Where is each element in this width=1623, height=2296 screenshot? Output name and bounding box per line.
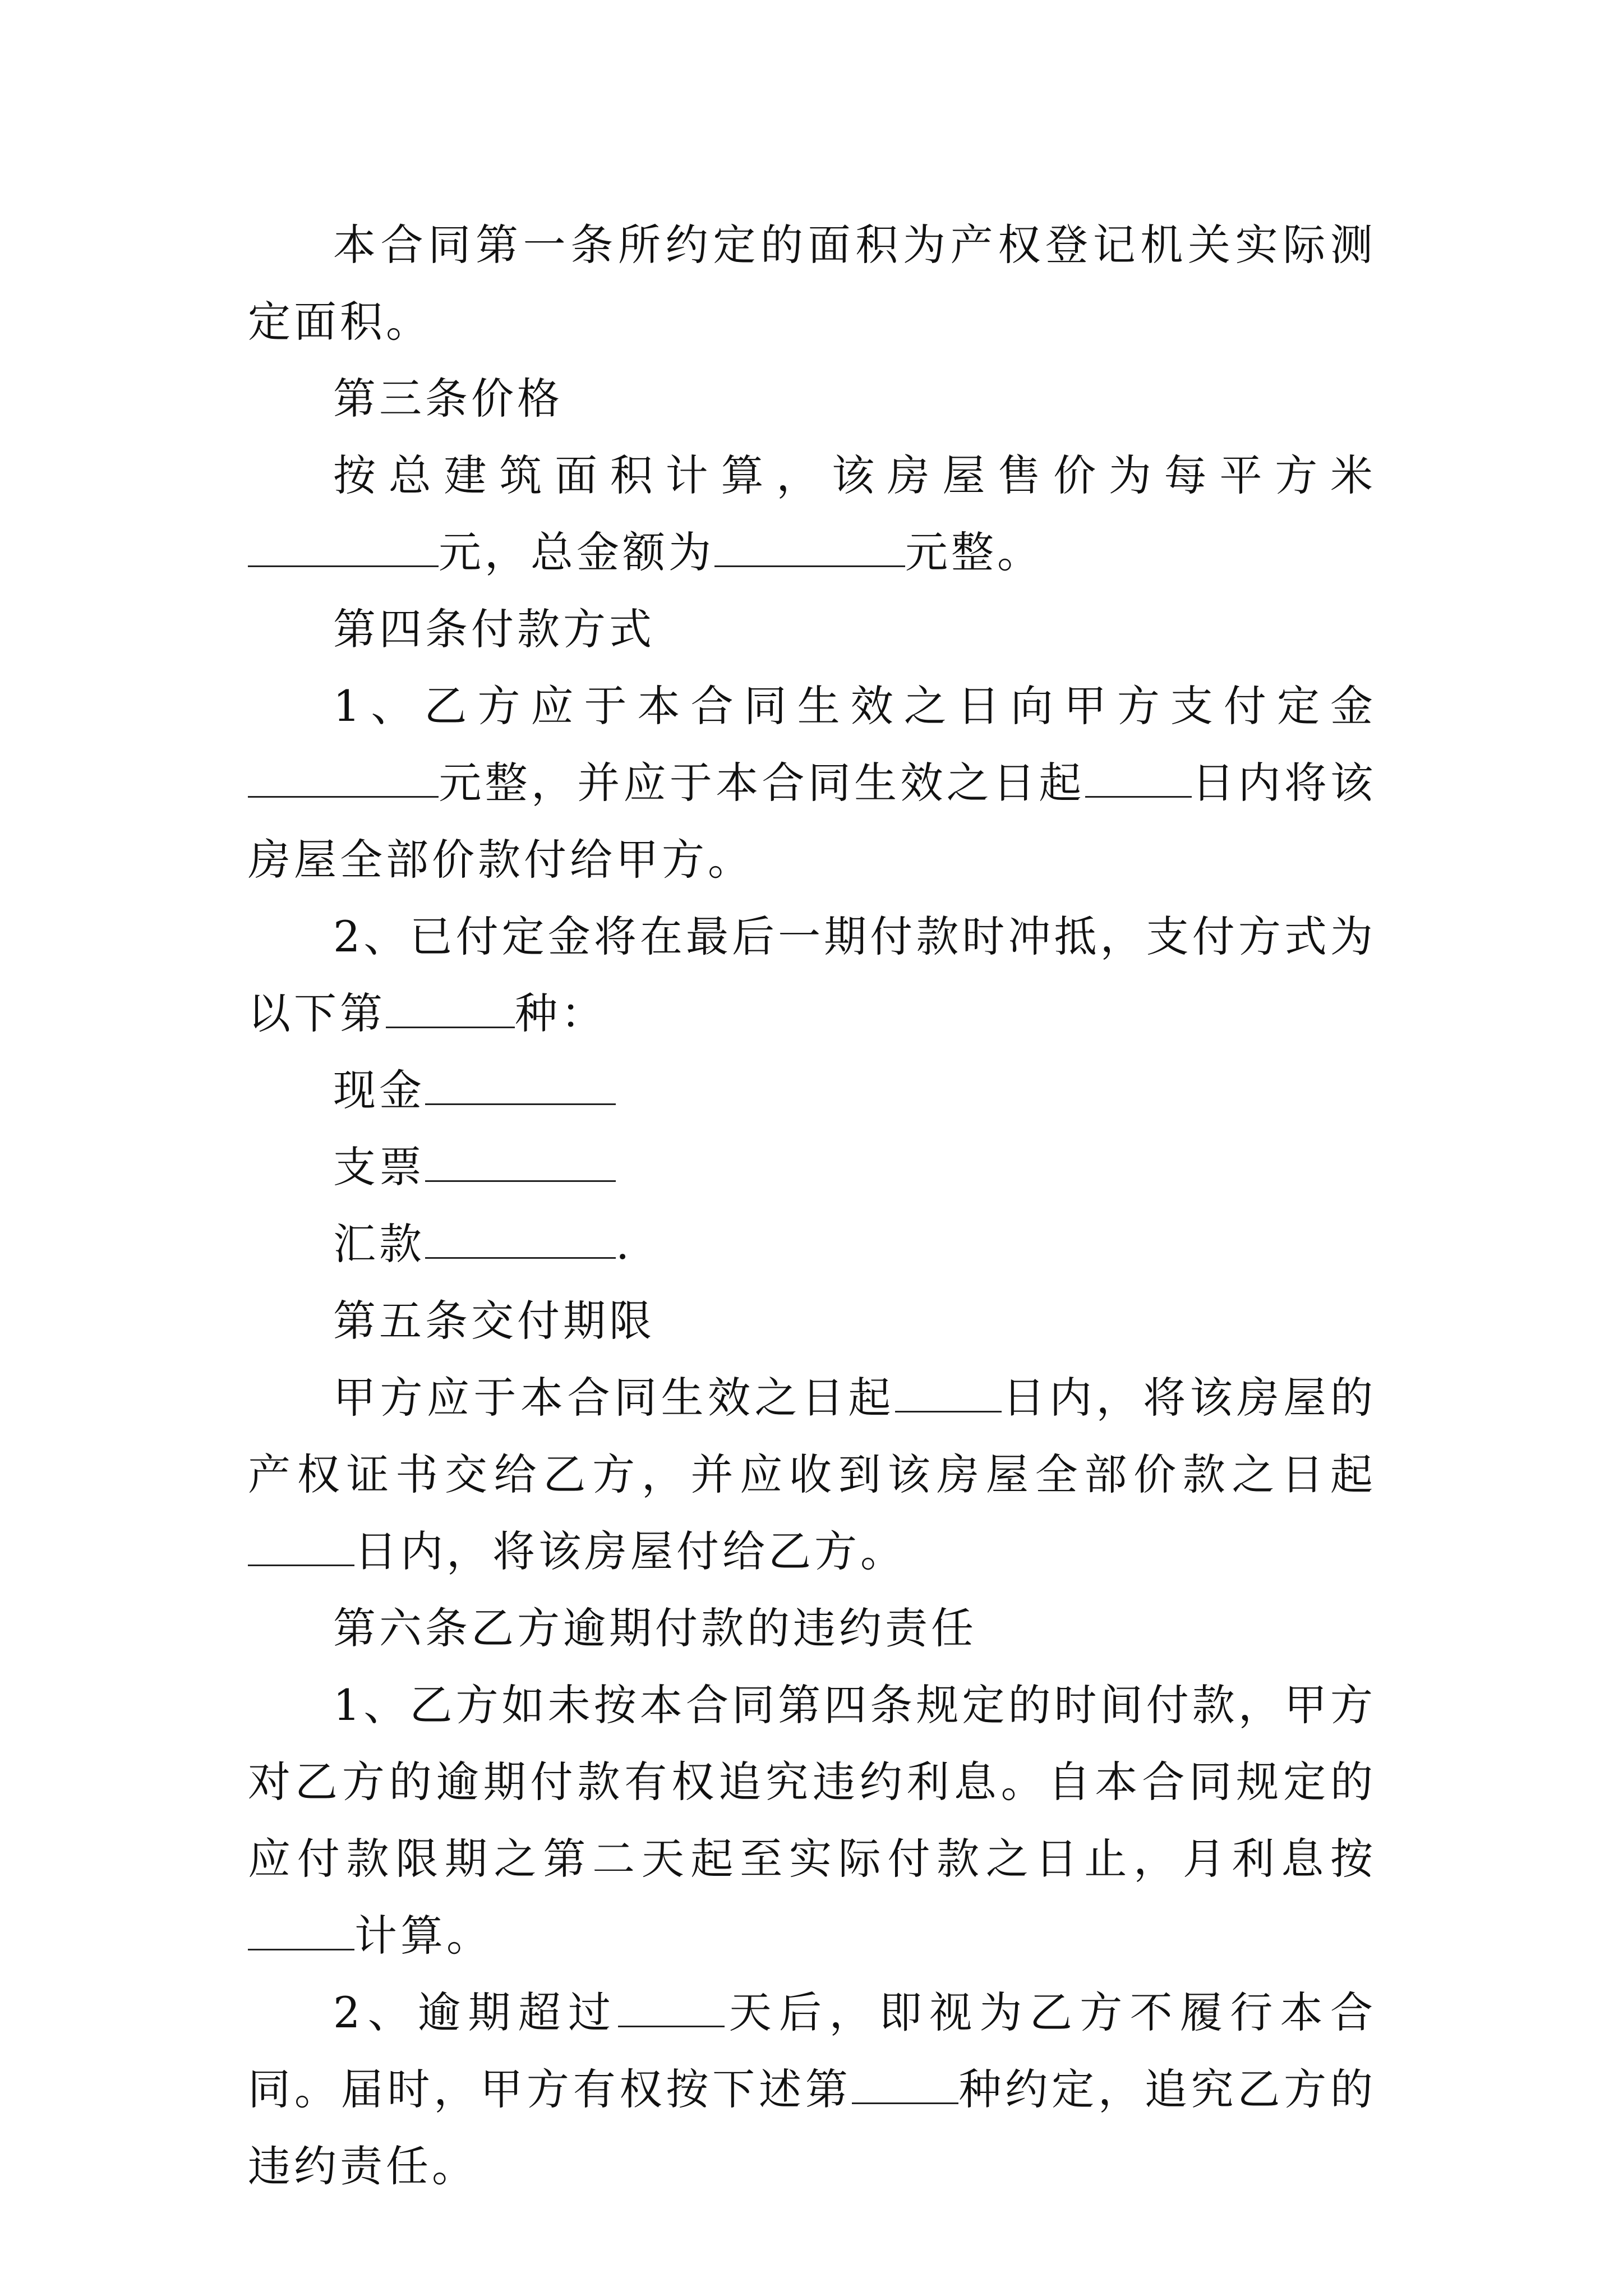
- text-segment: 元，总金额为: [439, 527, 714, 577]
- text-segment: 计算。: [354, 1911, 492, 1961]
- text-segment: 现金: [333, 1065, 425, 1115]
- blank-certificate-days: [895, 1372, 1002, 1412]
- paragraph-area-definition: [248, 206, 1376, 360]
- blank-check: [425, 1141, 616, 1182]
- text-segment: 第六条乙方逾期付款的违约责任: [333, 1603, 977, 1653]
- text-segment: 按总建筑面积计算，该房屋售价为每平方米: [333, 450, 1376, 500]
- text-segment: 支票: [333, 1142, 425, 1192]
- paragraph-delivery: [248, 1359, 1376, 1590]
- paragraph-late-interest: [248, 1667, 1376, 1974]
- text-segment: 天后，即视为乙方不履行本合同。届时，甲方有权按下述第: [248, 1987, 1376, 2114]
- paragraph-price: [248, 437, 1376, 591]
- text-segment: 元整。: [905, 527, 1043, 577]
- blank-unit-price: [248, 526, 439, 567]
- paragraph-payment-method: [248, 898, 1376, 1052]
- text-segment: 日内将该房屋全部价款付给甲方。: [248, 758, 1377, 885]
- blank-deposit: [248, 757, 439, 798]
- blank-interest-rate: [248, 1910, 354, 1950]
- blank-transfer: [425, 1218, 616, 1259]
- text-segment: 日内，将该房屋的产权证书交给乙方，并应收到该房屋全部价款之日起: [248, 1373, 1376, 1499]
- text-segment: 种：: [515, 988, 607, 1038]
- text-segment: 第五条交付期限: [333, 1296, 655, 1346]
- text-segment: 本合同第一条所约定的面积为产权登记机关实际测定面积。: [248, 220, 1376, 347]
- text-segment: 第四条付款方式: [333, 604, 655, 654]
- contract-body: [248, 206, 1376, 2205]
- blank-payment-days: [1085, 757, 1192, 798]
- option-transfer: [248, 1205, 1376, 1282]
- blank-total-amount: [714, 526, 905, 567]
- blank-cash: [425, 1064, 616, 1105]
- text-segment: 2、已付定金将在最后一期付款时冲抵，支付方式为以下第: [248, 912, 1376, 1038]
- heading-article-4-payment: [248, 591, 1376, 668]
- blank-remedy-choice: [852, 2063, 958, 2104]
- option-check: [248, 1129, 1376, 1205]
- text-segment: .: [616, 1219, 633, 1269]
- blank-method-choice: [386, 987, 515, 1028]
- text-segment: 1、乙方如未按本合同第四条规定的时间付款，甲方对乙方的逾期付款有权追究违约利息。自本合同规定的应付款限期之第二天起至实际付款之日止，月利息按: [248, 1680, 1376, 1884]
- text-segment: 日内，将该房屋付给乙方。: [354, 1526, 906, 1576]
- blank-handover-days: [248, 1525, 354, 1566]
- heading-article-6-liability: [248, 1590, 1376, 1667]
- text-segment: 种约定，追究乙方的违约责任。: [248, 2064, 1377, 2191]
- heading-article-3-price: [248, 360, 1376, 437]
- blank-overdue-days: [618, 1986, 725, 2027]
- option-cash: [248, 1052, 1376, 1129]
- paragraph-deposit: [248, 668, 1376, 898]
- text-segment: 第三条价格: [333, 374, 563, 424]
- text-segment: 元整，并应于本合同生效之日起: [439, 758, 1085, 808]
- text-segment: 汇款: [333, 1219, 425, 1269]
- text-segment: 甲方应于本合同生效之日起: [333, 1373, 895, 1423]
- text-segment: 2、逾期超过: [333, 1987, 619, 2037]
- heading-article-5-delivery: [248, 1282, 1376, 1359]
- text-segment: 1、乙方应于本合同生效之日向甲方支付定金: [333, 681, 1376, 731]
- paragraph-overdue-breach: [248, 1974, 1376, 2205]
